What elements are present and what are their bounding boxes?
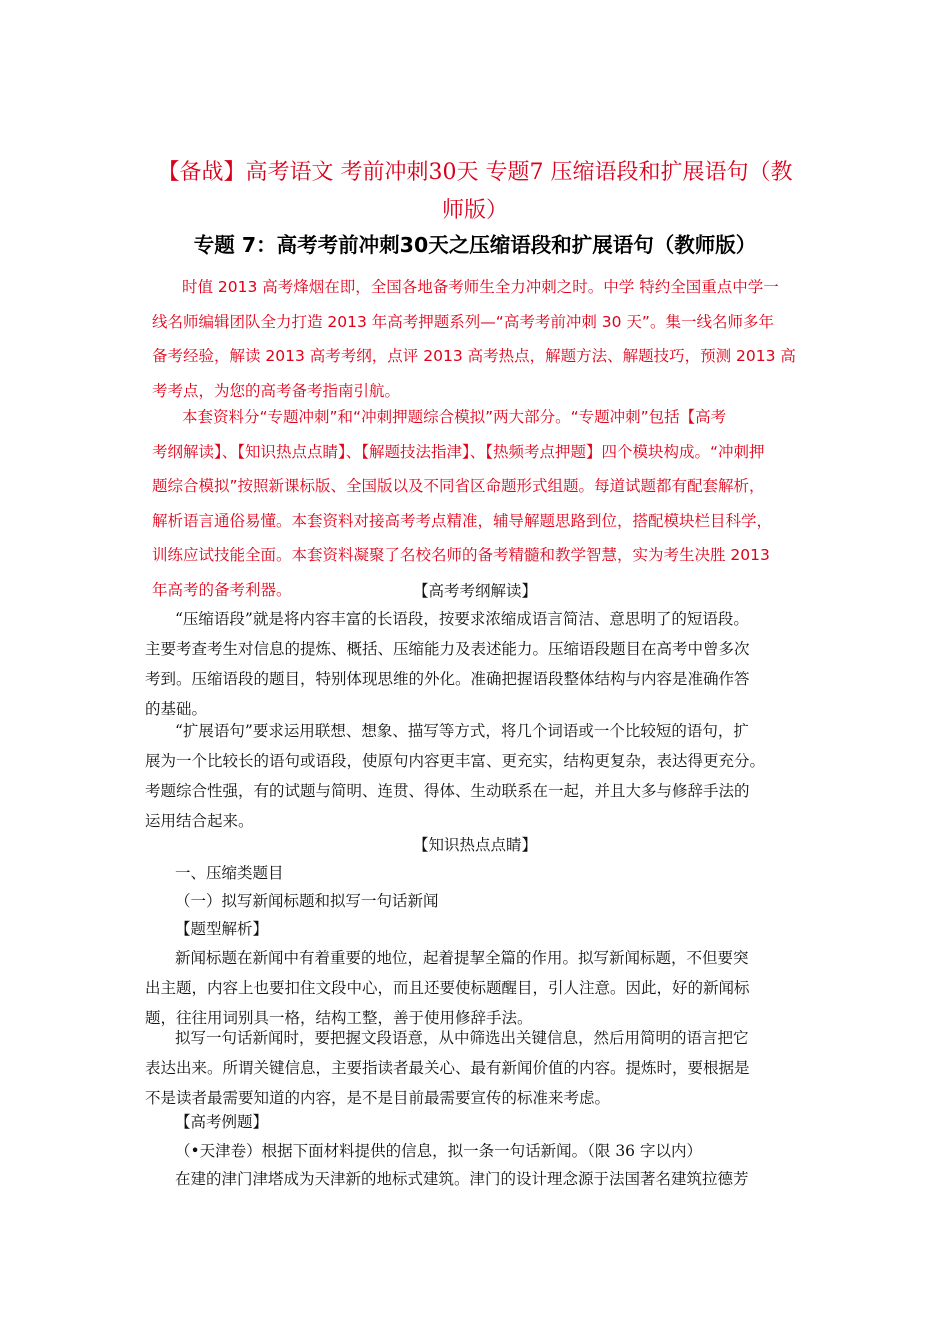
text-line: 时值 2013 高考烽烟在即，全国各地备考师生全力冲刺之时。中学 特约全国重点中学一	[182, 278, 779, 296]
promo-paragraph-2	[152, 400, 802, 607]
text-line: 线名师编辑团队全力打造 2013 年高考押题系列—“高考考前冲刺 30 天”。集一线名师多年	[152, 312, 774, 331]
text-line: 题综合模拟”按照新课标版、全国版以及不同省区命题形式组题。每道试题都有配套解析，	[152, 477, 765, 495]
paragraph-news-title	[145, 943, 815, 1033]
subheading-exam-example: 【高考例题】	[175, 1113, 269, 1131]
section-subtitle: 专题 7：高考考前冲刺30天之压缩语段和扩展语句（教师版）	[193, 233, 757, 257]
text-line: 备考经验，解读 2013 高考考纲，点评 2013 高考热点，解题方法、解题技巧，预测 2013 高	[152, 347, 796, 365]
text-line: 表达出来。所谓关键信息，主要指读者最关心、最有新闻价值的内容。提炼时，要根据是	[145, 1059, 750, 1077]
text-line: “压缩语段”就是将内容丰富的长语段，按要求浓缩成语言简洁、意思明了的短语段。	[175, 610, 749, 628]
text-line: 拟写一句话新闻时，要把握文段语意，从中筛选出关键信息，然后用简明的语言把它	[175, 1029, 749, 1047]
example-material: 在建的津门津塔成为天津新的地标式建筑。津门的设计理念源于法国著名建筑拉德芳	[175, 1170, 749, 1188]
text-line: 题，往往用词别具一格，结构工整，善于使用修辞手法。	[145, 1009, 533, 1027]
text-line: 展为一个比较长的语句或语段，使原句内容更丰富、更充实，结构更复杂，表达得更充分。	[145, 752, 766, 770]
text-line: 考题综合性强，有的试题与简明、连贯、得体、生动联系在一起，并且大多与修辞手法的	[145, 782, 750, 800]
example-question: （•天津卷）根据下面材料提供的信息，拟一条一句话新闻。（限 36 字以内）	[175, 1142, 702, 1160]
title-line-1: 【备战】高考语文 考前冲刺30天 专题7 压缩语段和扩展语句（教	[157, 160, 793, 185]
subheading-news-title: （一）拟写新闻标题和拟写一句话新闻	[175, 892, 439, 910]
text-line: 运用结合起来。	[145, 812, 254, 830]
promo-paragraph-1	[152, 270, 802, 408]
text-line: 考纲解读】、【知识热点点睛】、【解题技法指津】、【热频考点押题】四个模块构成。“冲刺押	[152, 442, 765, 461]
text-line: 本套资料分“专题冲刺”和“冲刺押题综合模拟”两大部分。“专题冲刺”包括【高考	[182, 408, 727, 426]
paragraph-compress	[145, 604, 815, 724]
text-line: 主要考查考生对信息的提炼、概括、压缩能力及表述能力。压缩语段题目在高考中曾多次	[145, 640, 750, 658]
text-line: 考考点，为您的高考备考指南引航。	[152, 381, 401, 400]
section-heading-outline: 【高考考纲解读】	[412, 582, 537, 600]
subheading-compress: 一、压缩类题目	[175, 864, 284, 882]
text-line: 年高考的备考利器。	[152, 580, 292, 599]
subheading-analysis: 【题型解析】	[175, 920, 269, 938]
section-heading-knowledge: 【知识热点点睛】	[412, 836, 537, 854]
text-line: 出主题，内容上也要扣住文段中心，而且还要使标题醒目，引人注意。因此，好的新闻标	[145, 979, 750, 997]
text-line: 考到。压缩语段的题目，特别体现思维的外化。准确把握语段整体结构与内容是准确作答	[145, 670, 750, 688]
text-line: 解析语言通俗易懂。本套资料对接高考考点精准，辅导解题思路到位，搭配模块栏目科学，	[152, 511, 773, 530]
title-line-2: 师版）	[441, 198, 508, 223]
text-line: 训练应试技能全面。本套资料凝聚了名校名师的备考精髓和教学智慧，实为考生决胜 2013	[152, 546, 770, 564]
paragraph-one-sentence-news	[145, 1023, 815, 1113]
text-line: 的基础。	[145, 700, 208, 718]
text-line: 新闻标题在新闻中有着重要的地位，起着提挈全篇的作用。拟写新闻标题，不但要突	[175, 949, 749, 967]
text-line: 不是读者最需要知道的内容，是不是目前最需要宣传的标准来考虑。	[145, 1089, 611, 1107]
paragraph-expand	[145, 716, 815, 836]
text-line: “扩展语句”要求运用联想、想象、描写等方式，将几个词语或一个比较短的语句，扩	[175, 722, 749, 740]
document-title	[125, 154, 825, 230]
